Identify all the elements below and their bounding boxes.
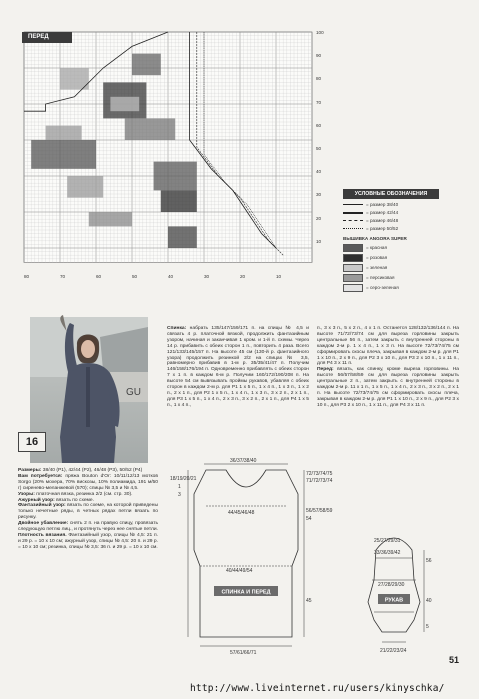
- schem-right-c: 45: [306, 598, 312, 604]
- schem-bottom: 57/61/66/71: [230, 650, 257, 656]
- front-text: вязать, как спинку, кроме выреза горловины. На высоте 56/57/58/59 см для выреза горловины закрыть центральные 2 п., затем закрыть с внутренней стороны в каждом 2-м р. 11 х 1 п., 1 х 5 п., 1 х 4 п., 2 х 3 п., 3 х 2 п., 2 х 1 п. На высоте 72/73/74/75 см сформировать скосы плеча, закрывая в каждом 2-м р. для Р1 1 х 10 п., 2 х 9 п., для Р2 3 х 10 п., для Р3 2 х 10 п., 1 х 11 п., для Р4 3 х 11 п.: [317, 367, 459, 408]
- svg-text:GU: GU: [126, 387, 141, 398]
- front-label: Перед:: [317, 367, 334, 373]
- body-piece-label: СПИНКА И ПЕРЕД: [221, 589, 271, 596]
- chart-right-tick: 80: [316, 76, 322, 82]
- chart-bottom-tick: 80: [24, 274, 30, 279]
- chart-right-tick: 40: [316, 169, 322, 175]
- legend-color-row: [343, 244, 387, 251]
- legend-swatch: [343, 264, 363, 272]
- legend-title: УСЛОВНЫЕ ОБОЗНАЧЕНИЯ: [343, 189, 439, 199]
- legend-size-2: [343, 209, 398, 216]
- legend-color-label: = серо-зеленая: [366, 285, 399, 291]
- sleeve-piece-label: РУКАВ: [384, 597, 404, 604]
- chart-bottom-tick: 20: [240, 274, 246, 279]
- sizes-text: 38/40 (P1), 42/44 (P2), 46/48 (P3), 50/52 (P4): [42, 468, 143, 473]
- schem-sleeve-bottom: 21/22/23/24: [380, 648, 407, 654]
- schem-left-a: 1: [178, 484, 181, 490]
- schem-right-a: 56/57/58/59: [306, 508, 333, 514]
- legend-size-label: = размер 50/52: [366, 226, 399, 231]
- schem-sleeve-top: 25/27/29/31: [374, 538, 401, 544]
- chart-bottom-tick: 60: [96, 274, 102, 279]
- chart-right-tick: 20: [316, 215, 322, 221]
- legend-color-row: [343, 274, 394, 281]
- schem-left-top: 18/19/20/21: [170, 476, 197, 482]
- back-continued-text: п., 3 х 3 п., 5 х 2 п., 4 х 1 п. Останется 128/132/136/144 п. На высоте 71/72/73/74 см для выреза горловины закрыть центральные 56 п., затем закрыть с внутренней стороны в каждом 2-м р. 1 х 4 п., 1 х 3 п. На высоте 72/73/74/75 см сформировать скосы плеча, закрывая в каждом 2-м р. для Р1 1 х 10 п., 2 х 9 п., для Р2 3 х 10 п., для Р3 2 х 10 п., 1 х 11 п., для Р4 3 х 11 п.: [317, 326, 459, 367]
- chart-right-tick: 70: [316, 99, 322, 105]
- density-text: Фантазийный узор, спицы № 4,5: 21 п. и 29 р. = 10 х 10 см; ажурный узор, спицы № 4,5: 20 п. и 29 р. = 10 х 10 см; резинка, спицы № 3,5: 36 п. и 29 р. = 10 х 10 см.: [18, 532, 158, 550]
- schem-sleeve-h-c: 5: [426, 624, 429, 630]
- page-number: 51: [448, 655, 459, 665]
- legend-size-label: = размер 42/44: [366, 210, 399, 215]
- patterns-label: Узоры:: [18, 491, 35, 497]
- legend-color-row: [343, 254, 387, 261]
- chart-right-tick: 50: [316, 146, 322, 151]
- materials-text: пряжа Bouton d'Or: 10/11/12/13 мотков Sorgo (20% мохера, 70% вискозы, 10% полиамида, 191 м/50 г) сиренево-меланжевой (570); спицы № 3,5 и № 4,5.: [18, 473, 158, 491]
- chart-bottom-tick: 30: [204, 274, 210, 279]
- source-url: http://www.liveinternet.ru/users/kinyschka/: [190, 683, 445, 694]
- fantasy-label: Фантазийный узор:: [18, 503, 66, 509]
- legend-embroidery-title: ВЫШИВКА ANGORA SUPER: [343, 236, 407, 241]
- openwork-label: Ажурный узор:: [18, 497, 55, 503]
- legend-size-1: [343, 201, 398, 208]
- text-column-3: [317, 326, 459, 409]
- fantasy-text: вязать по схеме, на которой приведены только нечетные ряды, в четных рядах петли вязать по рисунку.: [18, 503, 158, 521]
- legend-color-label: = персиковая: [366, 275, 395, 281]
- legend-swatch: [343, 284, 363, 292]
- legend-swatch: [343, 274, 363, 282]
- legend-size-4: [343, 225, 398, 232]
- body-outline: [194, 470, 298, 637]
- model-number-badge: 16: [18, 432, 46, 452]
- schem-mid-upper: 44/45/46/48: [228, 510, 255, 516]
- chart-right-tick: 10: [316, 238, 322, 244]
- chart-right-tick: 60: [316, 122, 322, 128]
- schem-left-b: 3: [178, 492, 181, 498]
- legend-color-label: = красная: [366, 245, 387, 251]
- knitting-chart: [12, 28, 312, 276]
- model-photo-illustration: [30, 317, 148, 463]
- legend-color-row: [343, 284, 399, 291]
- legend-swatch: [343, 254, 363, 262]
- materials-label: Вам потребуется:: [18, 473, 63, 479]
- decrease-text: снять 2 п. на правую спицу, провязать следующую петлю лиц., и протянуть через нее снятые петли.: [18, 521, 159, 533]
- back-text: набрать 135/147/159/171 п. на спицы № 4,5 и связать 4 р. платочной вязкой, продолжить фантазийным узором, начиная и заканчивая 1 кром. и 1-й п. схемы. Через 14 р. прибавить с обеих сторон 1 п., повторить 4 раза. Всего 121/133/145/157 п. На высоте 45 см (130-й р. фантазийного узора) продолжить резинкой 2/2 на спицах № 3,5, равномерно прибавив в 1-м р. 35/35/41/47 п. Получим 146/158/176/194 п. Одновременно прибавлять с обеих сторон 7 х 1 п. в каждом 6-м р. Получим 160/172/190/208 п. На высоте 54 см вывязывать проймы рукавов, убавляя с обеих сторон в каждом 2-м р. для Р1 1 х 5 п., 1 х 4 п., 1 х 3 п., 1 х 2 п., 2 х 1 п., для Р2 1 х 5 п., 1 х 4 п., 1 х 3 п., 3 х 2 п., 2 х 1 п., для Р3 1 х 5 п., 1 х 4 п., 2 х 3 п., 3 х 2 п., 2 х 1 п., для Р4 1 х 5 п., 1 х 4 п.,: [167, 326, 310, 408]
- chart-bottom-tick: 50: [132, 274, 138, 279]
- schem-top: 36/37/38/40: [230, 458, 257, 464]
- text-column-1: [18, 468, 158, 551]
- garment-schematic: [168, 458, 468, 662]
- chart-right-tick: 90: [316, 53, 322, 59]
- chart-bottom-tick: 70: [60, 274, 66, 279]
- legend-color-row: [343, 264, 387, 271]
- legend-size-label: = размер 46/48: [366, 218, 399, 223]
- back-label: Спинка:: [167, 326, 187, 331]
- patterns-text: платочная вязка, резинка 2/2 (см. стр. 30).: [36, 491, 133, 497]
- schem-mid-lower: 40/44/49/54: [226, 568, 253, 574]
- schem-side-b: 71/72/73/74: [306, 478, 333, 484]
- chart-right-tick: 100: [316, 30, 324, 35]
- openwork-text: вязать по схеме.: [56, 497, 94, 503]
- model-photo: [30, 317, 148, 463]
- legend-color-label: = зеленая: [366, 265, 388, 271]
- text-column-2: [167, 326, 309, 409]
- density-label: Плотность вязания.: [18, 532, 67, 538]
- legend-color-label: = розовая: [366, 255, 388, 261]
- chart-bottom-tick: 10: [276, 274, 282, 279]
- schem-sleeve-low: 27/28/29/30: [378, 582, 405, 588]
- schem-side-a: 72/73/74/75: [306, 471, 333, 477]
- decrease-label: Двойное убавление:: [18, 521, 69, 527]
- schem-sleeve-h-a: 56: [426, 558, 432, 564]
- schem-sleeve-h-b: 40: [426, 598, 432, 604]
- chart-bottom-tick: 40: [168, 274, 174, 279]
- schem-right-b: 54: [306, 516, 312, 522]
- schem-sleeve-mid: 33/36/39/42: [374, 550, 401, 556]
- sizes-label: Размеры:: [18, 468, 42, 473]
- legend-size-3: [343, 217, 398, 224]
- legend-size-label: = размер 38/40: [366, 202, 399, 207]
- chart-right-tick: 30: [316, 192, 322, 198]
- chart-tag: ПЕРЕД: [22, 32, 72, 43]
- legend-swatch: [343, 244, 363, 252]
